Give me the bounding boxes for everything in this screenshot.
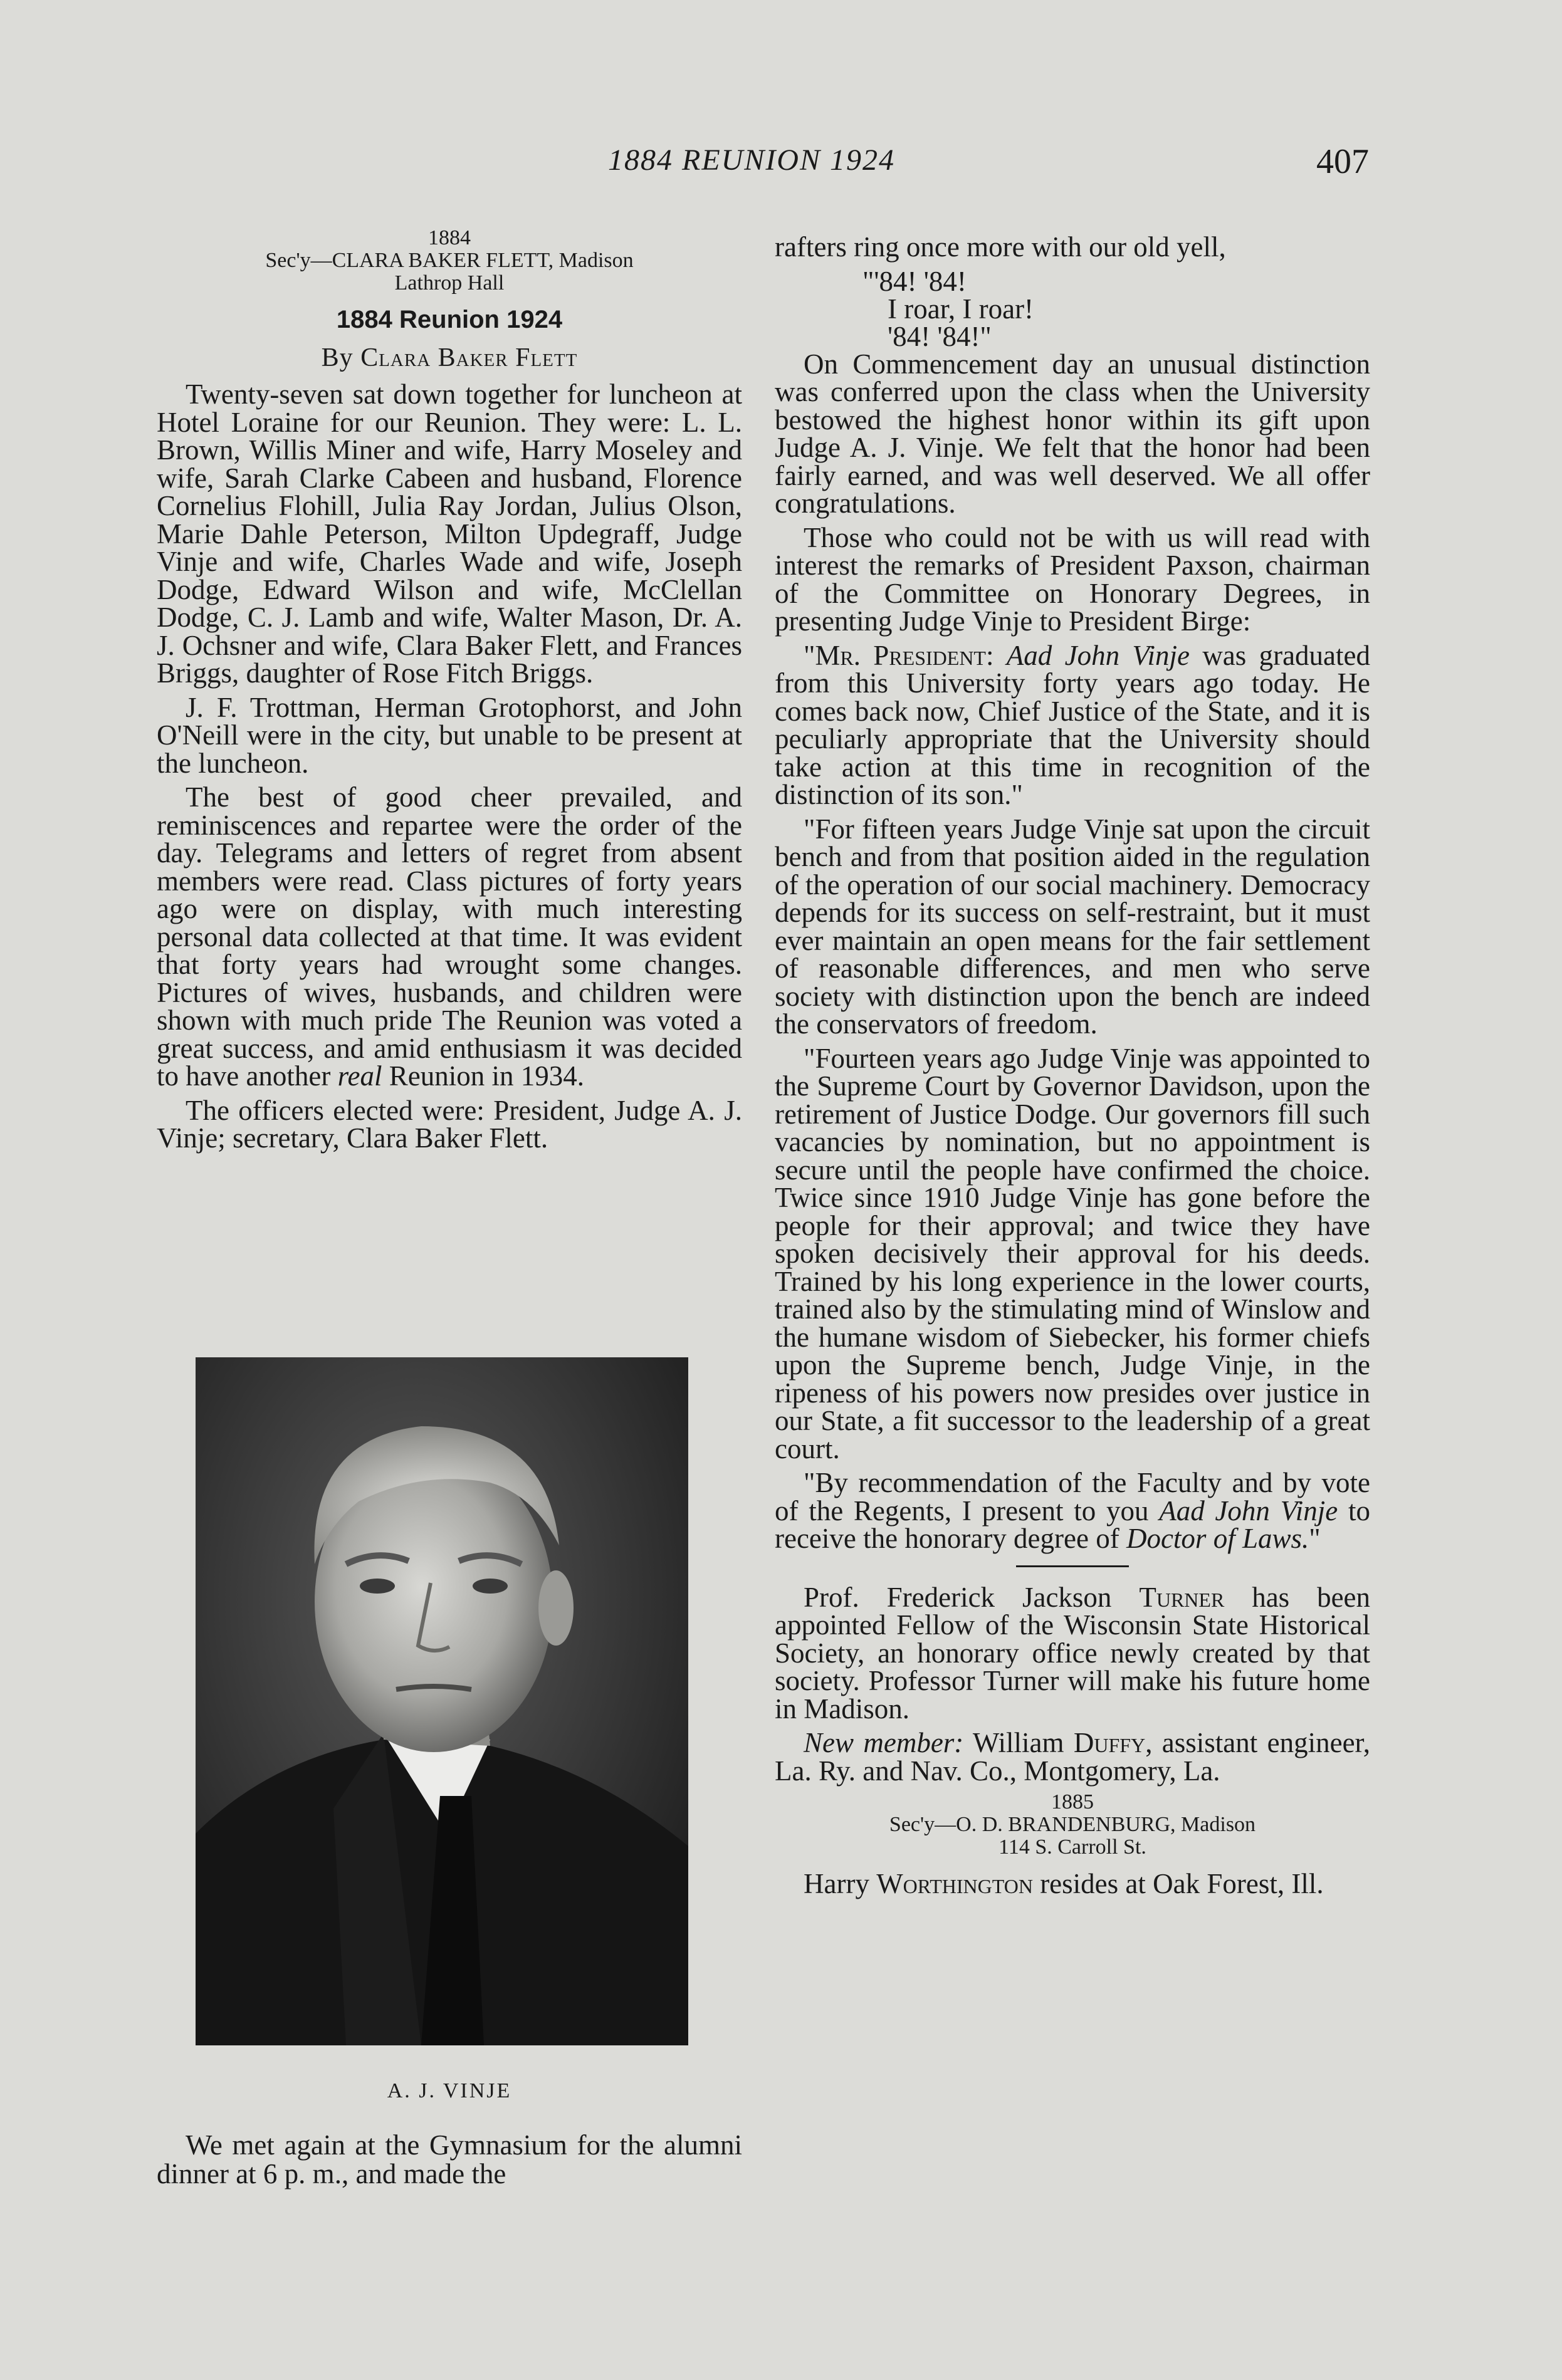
new-member-last: Duffy bbox=[1073, 1727, 1146, 1758]
degree-name: Doctor of Laws. bbox=[1126, 1523, 1309, 1554]
page-number: 407 bbox=[1316, 142, 1369, 181]
turner-text: has been appointed Fellow of the Wisconsin State Historical Society, an honorary office newly created by that society. Professor Turner will make his future home in Madison. bbox=[775, 1581, 1371, 1725]
secretary-line: Sec'y—CLARA BAKER FLETT, Madison bbox=[265, 249, 634, 272]
class-year-1885: 1885 bbox=[1051, 1790, 1094, 1814]
yell-line: '84! '84!" bbox=[888, 320, 992, 352]
paragraph-cheer-end: Reunion in 1934. bbox=[389, 1060, 584, 1092]
harry-first: Harry bbox=[804, 1868, 869, 1899]
harry-text: resides at Oak Forest, Ill. bbox=[1040, 1868, 1324, 1899]
paragraph-worthington bbox=[775, 1870, 1370, 1898]
byline bbox=[157, 344, 742, 372]
paragraph-officers: The officers elected were: President, Judge A. J. Vinje; secretary, Clara Baker Flett. bbox=[157, 1094, 742, 1154]
quote-text: was graduated from this University forty years ago today. He comes back now, Chief Justice of the State, and it is peculiarly appropriate that the University should take action at this time in recognition of the distinction of its son." bbox=[775, 639, 1371, 810]
new-member-first: William bbox=[972, 1727, 1064, 1758]
paragraph-remarks: Those who could not be with us will read with interest the remarks of President Paxson, chairman of the Committee on Honorary Degrees, in presenting Judge Vinje to President Birge: bbox=[775, 521, 1370, 637]
italic-real: real bbox=[337, 1060, 382, 1092]
turner-intro: Prof. Frederick Jackson bbox=[804, 1581, 1112, 1613]
right-column bbox=[775, 233, 1370, 1904]
recommendation-text: "By recommendation of the Faculty and by vote of the Regents, I present to you bbox=[775, 1467, 1370, 1527]
paragraph-gymnasium: We met again at the Gymnasium for the alumni dinner at 6 p. m., and made the bbox=[157, 2129, 742, 2189]
harry-last: Worthington bbox=[876, 1868, 1033, 1899]
secretary-address: Lathrop Hall bbox=[394, 271, 505, 295]
byline-prefix: By bbox=[321, 343, 354, 372]
paragraph-absent: J. F. Trottman, Herman Grotophorst, and John O'Neill were in the city, but unable to be present at the luncheon. bbox=[157, 691, 742, 779]
paragraph-commencement: On Commencement day an unusual distinction was conferred upon the class when the University bestowed the highest honor within its gift upon Judge A. J. Vinje. We felt that the honor had been fairly earned, and was well deserved. We all offer congratulations. bbox=[775, 348, 1370, 519]
address-1885: 114 S. Carroll St. bbox=[999, 1835, 1146, 1859]
article-title: 1884 Reunion 1924 bbox=[336, 306, 563, 333]
honoree-name: Aad John Vinje bbox=[1159, 1495, 1338, 1527]
paragraph-supreme-court: "Fourteen years ago Judge Vinje was appointed to the Supreme Court by Governor Davidson, upon the retirement of Justice Dodge. Our governors fill such vacancies by nomination, but no appointment is secure until the people have confirmed the choice. Twice since 1910 Judge Vinje has gone before the people for their approval; and twice they have spoken decisively their approval for his deeds. Trained by his long experience in the lower courts, trained also by the stimulating mind of Winslow and the humane wisdom of Siebecker, his former chiefs upon the Supreme bench, Judge Vinje, in the ripeness of his powers now presides over justice in our State, a fit successor to the leadership of a great court. bbox=[775, 1042, 1370, 1464]
left-bottom-text bbox=[157, 2131, 742, 2188]
class-1885-block bbox=[775, 1791, 1370, 1859]
portrait-image bbox=[196, 1357, 688, 2045]
paragraph-cheer bbox=[157, 783, 742, 1090]
paragraph-cheer-text: The best of good cheer prevailed, and reminiscences and repartee were the order of the day. Telegrams and letters of regret from absent members were read. Class pictures of forty years ago were on display, with much interesting personal data collected at that time. It was evident that forty years had wrought some changes. Pictures of wives, husbands, and children were shown with much pride The Reunion was voted a great success, and amid enthusiasm it was decided to have another bbox=[157, 781, 742, 1092]
running-header: 1884 REUNION 1924 bbox=[608, 144, 895, 177]
paragraph-quote-president bbox=[775, 639, 1371, 810]
paragraph-turner bbox=[775, 1581, 1371, 1725]
byline-author: Clara Baker Flett bbox=[360, 343, 578, 372]
class-year: 1884 bbox=[428, 226, 471, 249]
secretary-1885: Sec'y—O. D. BRANDENBURG, Madison bbox=[889, 1813, 1256, 1836]
section-divider bbox=[1016, 1565, 1129, 1567]
paragraph-circuit-bench: "For fifteen years Judge Vinje sat upon the circuit bench and from that position aided in the regulation of the operation of our social machinery. Democracy depends for its success on self-restraint, but it must ever maintain an open means for the fair settlement of reasonable differences, and men who serve society with distinction upon the bench are indeed the conservators of freedom. bbox=[775, 813, 1370, 1040]
paragraph-attendees: Twenty-seven sat down together for luncheon at Hotel Loraine for our Reunion. They were: L. L. Brown, Willis Miner and wife, Harry Moseley and wife, Sarah Clarke Cabeen and husband, Florence Cornelius Flohill, Julia Ray Jordan, Julius Olson, Marie Dahle Peterson, Milton Updegraff, Judge Vinje and wife, Charles Wade and wife, Joseph Dodge, Edward Wilson and wife, McClellan Dodge, C. J. Lamb and wife, Walter Mason, Dr. A. J. Ochsner and wife, Clara Baker Flett, and Frances Briggs, daughter of Rose Fitch Briggs. bbox=[157, 378, 742, 689]
quote-salutation: Mr. President: bbox=[815, 639, 994, 671]
recommendation-mid: to receive the honorary degree of bbox=[775, 1495, 1371, 1554]
class-yell bbox=[862, 265, 1370, 352]
yell-line: I roar, I roar! bbox=[888, 293, 1034, 325]
paragraph-new-member bbox=[775, 1729, 1370, 1785]
left-column bbox=[157, 227, 742, 1159]
yell-line: "'84! '84! bbox=[862, 265, 967, 297]
open-quote: " bbox=[804, 639, 815, 671]
close-quote: " bbox=[1309, 1523, 1321, 1554]
class-secretary-block bbox=[157, 227, 742, 295]
new-member-label: New member: bbox=[804, 1727, 964, 1758]
honoree-name: Aad John Vinje bbox=[1006, 639, 1190, 671]
paragraph-recommendation bbox=[775, 1469, 1370, 1553]
new-member-text: , assistant engineer, La. Ry. and Nav. Co., Montgomery, La. bbox=[775, 1727, 1370, 1787]
photo-caption: A. J. VINJE bbox=[387, 2079, 512, 2102]
turner-name: Turner bbox=[1139, 1581, 1225, 1613]
paragraph-rafters: rafters ring once more with our old yell, bbox=[775, 231, 1226, 263]
portrait-photo bbox=[196, 1357, 688, 2045]
